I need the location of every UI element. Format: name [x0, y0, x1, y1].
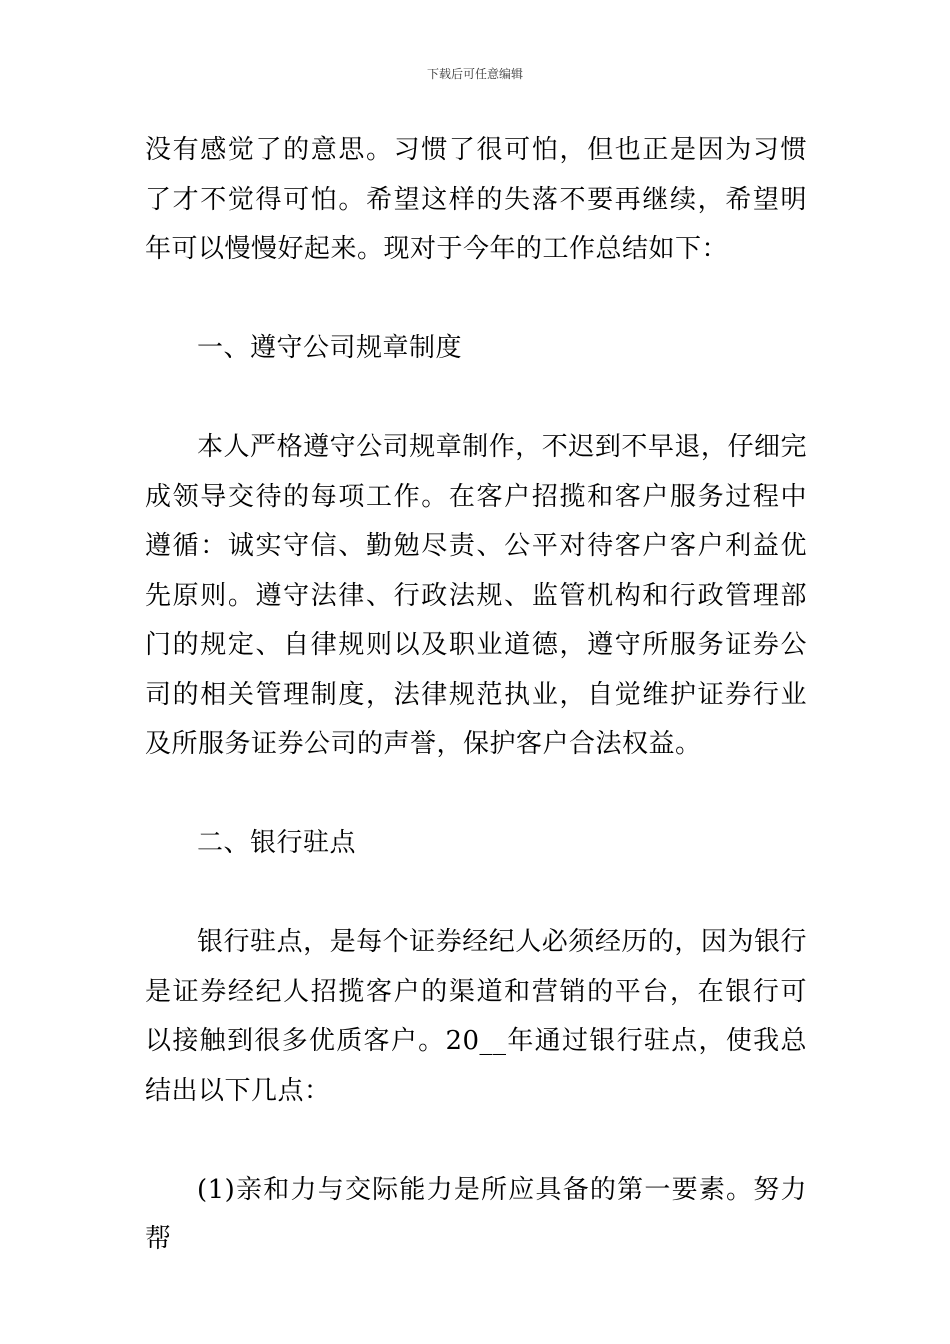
section-heading-2: 二、银行驻点: [197, 828, 357, 858]
section-2-paragraph: 银行驻点，是每个证券经纪人必须经历的，因为银行是证券经纪人招揽客户的渠道和营销的平台，在银行可以接触到很多优质客户。20__年通过银行驻点，使我总结出以下几点：: [145, 927, 807, 1106]
list-item-1-paragraph: (1)亲和力与交际能力是所应具备的第一要素。努力帮: [145, 1174, 807, 1254]
page-header: 下载后可任意编辑: [426, 67, 523, 81]
document-body: [145, 126, 807, 1265]
intro-paragraph: 没有感觉了的意思。习惯了很可怕，但也正是因为习惯了才不觉得可怕。希望这样的失落不要再继续，希望明年可以慢慢好起来。现对于今年的工作总结如下：: [145, 135, 807, 264]
section-1-paragraph: 本人严格遵守公司规章制作，不迟到不早退，仔细完成领导交待的每项工作。在客户招揽和客户服务过程中遵循：诚实守信、勤勉尽责、公平对待客户客户利益优先原则。遵守法律、行政法规、监管机构和行政管理部门的规定、自律规则以及职业道德，遵守所服务证券公司的相关管理制度，法律规范执业，自觉维护证券行业及所服务证券公司的声誉，保护客户合法权益。: [145, 432, 807, 759]
section-heading-1: 一、遵守公司规章制度: [197, 333, 463, 363]
